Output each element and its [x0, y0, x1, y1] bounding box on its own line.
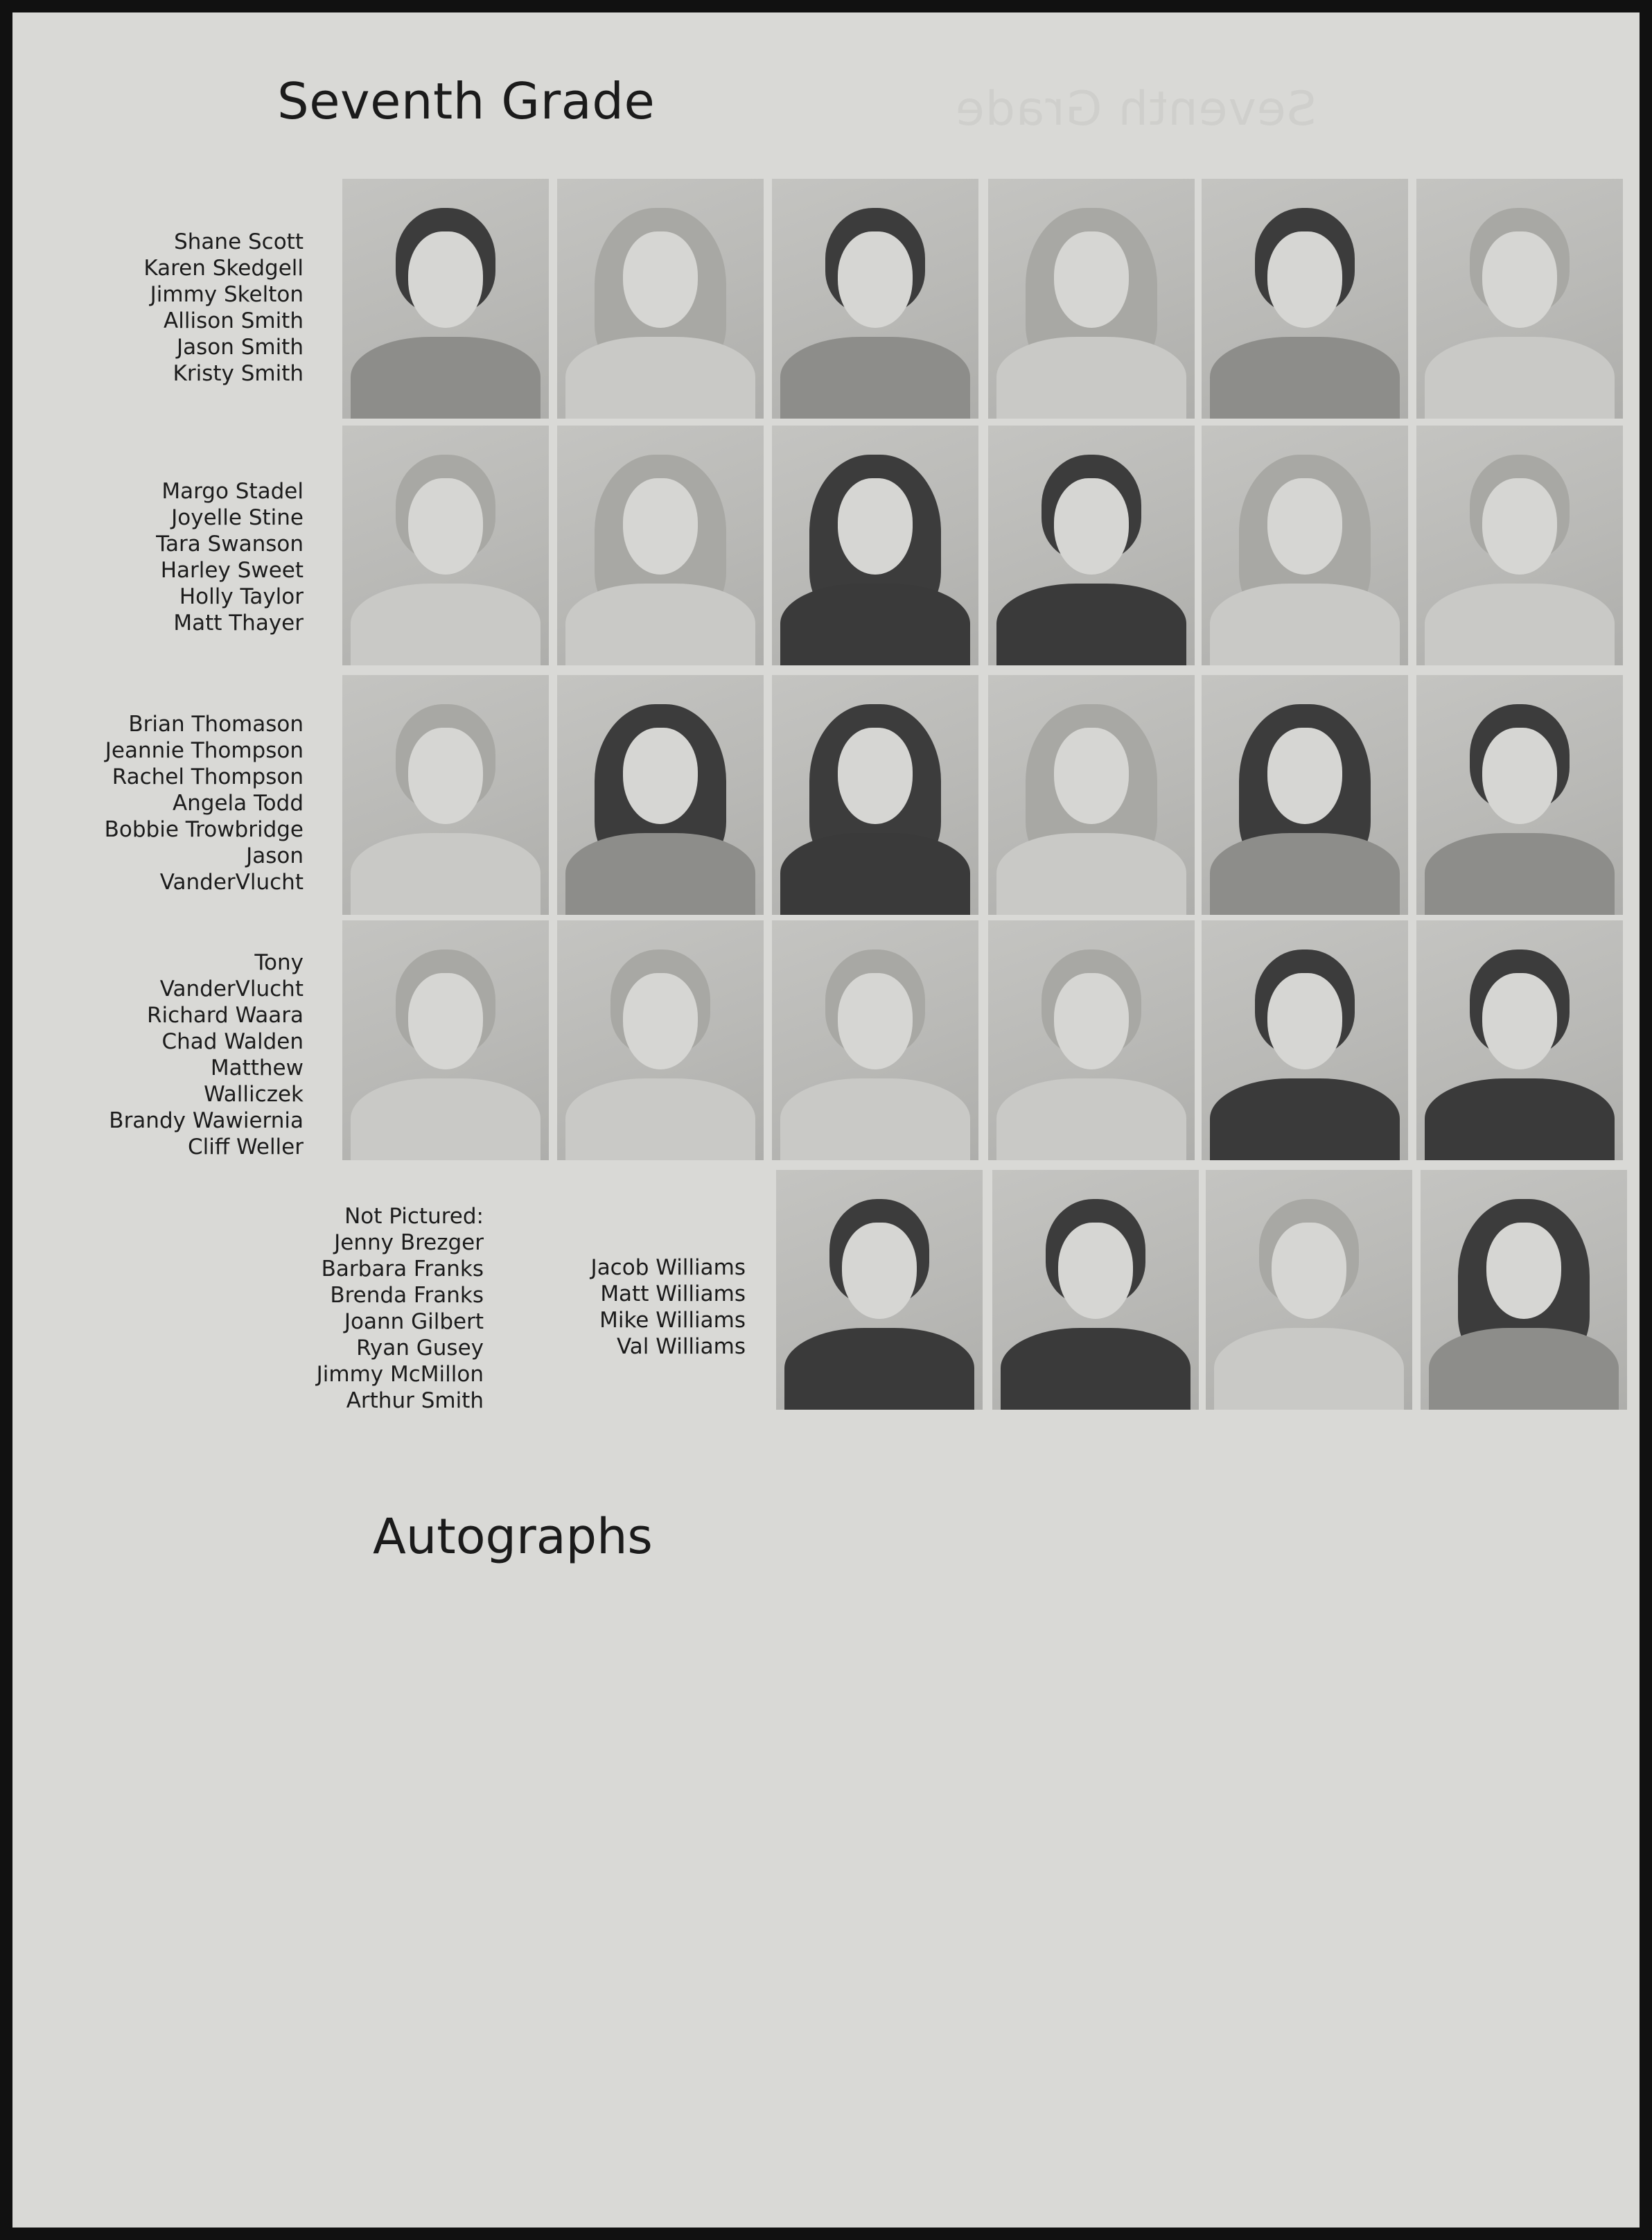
student-name: Chad Walden: [161, 1029, 304, 1054]
photo-body: [1425, 337, 1615, 419]
photo-body: [565, 833, 755, 915]
photo-face: [1482, 973, 1556, 1069]
student-name: Kristy Smith: [173, 361, 304, 386]
bleed-through-title: Seventh Grade: [955, 82, 1317, 137]
photo-body: [1425, 584, 1615, 665]
photo-body: [1425, 1078, 1615, 1160]
photo-body: [996, 1078, 1186, 1160]
student-name: Tara Swanson: [156, 532, 304, 557]
student-photo: [557, 920, 764, 1160]
student-name: Walliczek: [204, 1082, 304, 1107]
student-name: Bobbie Trowbridge: [104, 817, 304, 842]
autographs-heading: Autographs: [373, 1508, 653, 1565]
page-title: Seventh Grade: [277, 72, 656, 130]
photo-face: [408, 728, 482, 823]
student-photo: [988, 675, 1195, 915]
photo-face: [1054, 231, 1128, 327]
photo-face: [1267, 231, 1342, 327]
student-photo: [1202, 426, 1408, 665]
not-pictured-heading: Not Pictured:: [344, 1204, 484, 1229]
photo-body: [780, 1078, 970, 1160]
student-name: Mike Williams: [599, 1308, 746, 1333]
student-photo: [772, 179, 978, 419]
student-photo: [342, 675, 549, 915]
photo-face: [838, 478, 912, 574]
student-name: Matthew: [210, 1056, 304, 1080]
photo-body: [351, 584, 541, 665]
student-name: VanderVlucht: [159, 870, 304, 895]
photo-face: [838, 231, 912, 327]
student-photo: [1416, 675, 1623, 915]
student-photo: [992, 1170, 1199, 1410]
student-photo: [557, 675, 764, 915]
not-pictured-list: [206, 1203, 484, 1414]
photo-face: [1482, 728, 1556, 823]
student-photo: [1416, 426, 1623, 665]
student-name: Jeannie Thompson: [105, 738, 304, 763]
photo-face: [1267, 728, 1342, 823]
student-name: Harley Sweet: [160, 558, 304, 583]
student-photo: [1202, 920, 1408, 1160]
student-photo: [772, 426, 978, 665]
student-name: Rachel Thompson: [112, 764, 304, 789]
photo-body: [565, 1078, 755, 1160]
student-name: Jason: [246, 843, 304, 868]
student-name: VanderVlucht: [159, 977, 304, 1001]
photo-face: [1054, 478, 1128, 574]
photo-face: [623, 973, 697, 1069]
photo-body: [996, 833, 1186, 915]
photo-body: [1425, 833, 1615, 915]
photo-face: [408, 478, 482, 574]
student-name: Arthur Smith: [346, 1388, 484, 1413]
student-photo: [772, 675, 978, 915]
photo-body: [1210, 337, 1400, 419]
photo-body: [565, 584, 755, 665]
student-photo: [1421, 1170, 1627, 1410]
student-photo: [988, 426, 1195, 665]
photo-face: [842, 1223, 916, 1318]
student-name: Joann Gilbert: [344, 1309, 484, 1334]
student-name: Matt Thayer: [173, 611, 304, 636]
photo-body: [351, 337, 541, 419]
photo-body: [565, 337, 755, 419]
student-name: Joyelle Stine: [171, 505, 304, 530]
photo-face: [1272, 1223, 1346, 1318]
photo-face: [1058, 1223, 1132, 1318]
student-name: Jimmy McMillon: [316, 1362, 484, 1387]
student-name: Brian Thomason: [128, 712, 304, 737]
student-photo: [557, 179, 764, 419]
student-name: Cliff Weller: [187, 1135, 304, 1160]
student-name: Brandy Wawiernia: [109, 1108, 304, 1133]
student-photo: [1416, 179, 1623, 419]
student-name: Richard Waara: [147, 1003, 304, 1028]
student-name: Ryan Gusey: [356, 1336, 484, 1360]
student-name: Jenny Brezger: [334, 1230, 484, 1255]
row-5-names: [567, 1254, 746, 1360]
student-name: Jason Smith: [176, 335, 304, 360]
student-name: Val Williams: [616, 1334, 746, 1359]
student-name: Brenda Franks: [330, 1283, 484, 1308]
student-photo: [988, 179, 1195, 419]
student-photo: [557, 426, 764, 665]
photo-face: [1482, 478, 1556, 574]
photo-body: [1210, 833, 1400, 915]
photo-body: [1210, 584, 1400, 665]
photo-body: [1210, 1078, 1400, 1160]
student-name: Karen Skedgell: [143, 256, 304, 281]
row-2-names: [12, 478, 304, 636]
student-name: Barbara Franks: [321, 1257, 484, 1281]
photo-body: [780, 584, 970, 665]
student-photo: [1202, 179, 1408, 419]
photo-face: [408, 231, 482, 327]
photo-body: [351, 1078, 541, 1160]
photo-face: [838, 728, 912, 823]
photo-body: [780, 833, 970, 915]
photo-face: [623, 478, 697, 574]
student-name: Tony: [254, 950, 304, 975]
photo-body: [1214, 1328, 1404, 1410]
row-3-names: [12, 711, 304, 895]
photo-face: [1054, 973, 1128, 1069]
student-name: Jacob Williams: [590, 1255, 746, 1280]
student-photo: [988, 920, 1195, 1160]
photo-face: [838, 973, 912, 1069]
photo-face: [623, 728, 697, 823]
student-photo: [1202, 675, 1408, 915]
yearbook-page: [12, 12, 1640, 2228]
student-name: Holly Taylor: [179, 584, 304, 609]
student-name: Margo Stadel: [161, 479, 304, 504]
photo-face: [1486, 1223, 1561, 1318]
photo-body: [784, 1328, 974, 1410]
student-photo: [1206, 1170, 1412, 1410]
photo-body: [996, 337, 1186, 419]
student-photo: [342, 426, 549, 665]
photo-face: [1054, 728, 1128, 823]
photo-face: [623, 231, 697, 327]
student-name: Angela Todd: [172, 791, 304, 816]
student-name: Shane Scott: [174, 229, 304, 254]
student-photo: [342, 179, 549, 419]
student-photo: [1416, 920, 1623, 1160]
photo-face: [1267, 973, 1342, 1069]
photo-body: [780, 337, 970, 419]
student-name: Allison Smith: [164, 308, 304, 333]
student-photo: [772, 920, 978, 1160]
student-name: Jimmy Skelton: [150, 282, 304, 307]
photo-face: [408, 973, 482, 1069]
student-photo: [776, 1170, 983, 1410]
photo-face: [1482, 231, 1556, 327]
student-photo: [342, 920, 549, 1160]
photo-body: [1429, 1328, 1619, 1410]
row-4-names: [12, 950, 304, 1160]
photo-body: [996, 584, 1186, 665]
student-name: Matt Williams: [600, 1281, 746, 1306]
photo-body: [351, 833, 541, 915]
photo-body: [1001, 1328, 1190, 1410]
photo-face: [1267, 478, 1342, 574]
row-1-names: [12, 229, 304, 387]
